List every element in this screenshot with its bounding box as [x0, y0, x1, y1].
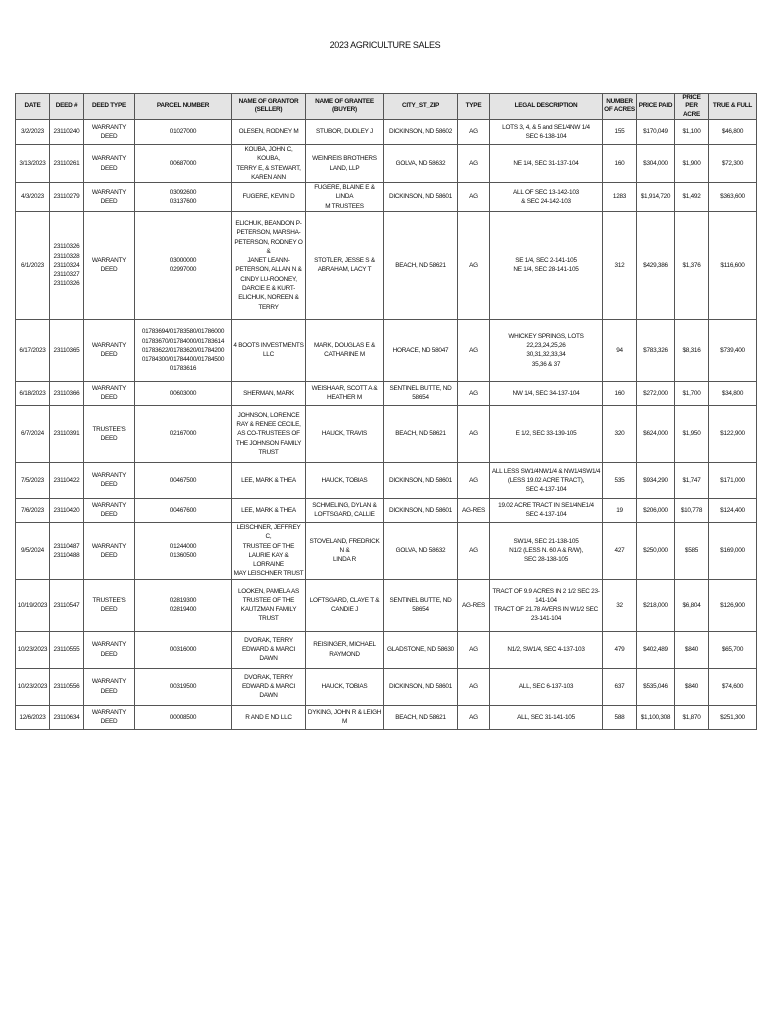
table-cell: 7/6/2023 — [16, 498, 50, 522]
table-cell: AG — [458, 705, 490, 729]
table-row — [16, 668, 757, 705]
table-cell: HAUCK, TOBIAS — [306, 668, 384, 705]
table-cell: $1,492 — [675, 183, 709, 212]
table-cell: 23110279 — [50, 183, 84, 212]
table-cell: $170,049 — [637, 119, 675, 144]
table-cell: 155 — [603, 119, 637, 144]
table-cell: 00603000 — [135, 381, 232, 405]
table-cell: $206,000 — [637, 498, 675, 522]
table-cell: $840 — [675, 668, 709, 705]
table-cell: SENTINEL BUTTE, ND 58654 — [384, 381, 458, 405]
table-cell: 01244000 01360500 — [135, 522, 232, 579]
table-cell: AG — [458, 381, 490, 405]
table-cell: DICKINSON, ND 58602 — [384, 119, 458, 144]
table-row — [16, 381, 757, 405]
table-cell: ALL OF SEC 13-142-103 & SEC 24-142-103 — [490, 183, 603, 212]
column-header: NAME OF GRANTEE (BUYER) — [306, 94, 384, 120]
table-cell: N1/2, SW1/4, SEC 4-137-103 — [490, 631, 603, 668]
table-cell: 32 — [603, 579, 637, 631]
table-cell: $1,950 — [675, 405, 709, 462]
table-cell: AG — [458, 119, 490, 144]
table-cell: $272,000 — [637, 381, 675, 405]
table-cell: GOLVA, ND 58632 — [384, 522, 458, 579]
table-row — [16, 522, 757, 579]
column-header: DEED # — [50, 94, 84, 120]
table-cell: 588 — [603, 705, 637, 729]
table-cell: TRUSTEE'S DEED — [84, 405, 135, 462]
table-cell: E 1/2, SEC 33-139-105 — [490, 405, 603, 462]
column-header: PRICE PER ACRE — [675, 94, 709, 120]
table-cell: WARRANTY DEED — [84, 319, 135, 381]
table-cell: 19.02 ACRE TRACT IN SE1/4NE1/4 SEC 4-137-104 — [490, 498, 603, 522]
column-header: PRICE PAID — [637, 94, 675, 120]
table-cell: BEACH, ND 58621 — [384, 705, 458, 729]
table-cell: $1,747 — [675, 462, 709, 498]
table-cell: LOFTSGARD, CLAYE T & CANDIE J — [306, 579, 384, 631]
table-cell: DICKINSON, ND 58601 — [384, 462, 458, 498]
table-cell: GOLVA, ND 58632 — [384, 144, 458, 182]
table-cell: R AND E ND LLC — [232, 705, 306, 729]
table-cell: FUGERE, BLAINE E & LINDA M TRUSTEES — [306, 183, 384, 212]
table-cell: $535,046 — [637, 668, 675, 705]
table-row — [16, 119, 757, 144]
table-cell: 312 — [603, 211, 637, 319]
table-cell: SE 1/4, SEC 2-141-105 NE 1/4, SEC 28-141-105 — [490, 211, 603, 319]
page-title: 2023 AGRICULTURE SALES — [329, 40, 441, 50]
table-cell: AG — [458, 462, 490, 498]
table-cell: $1,376 — [675, 211, 709, 319]
table-cell: AG — [458, 319, 490, 381]
sales-table — [15, 93, 757, 730]
table-cell: $124,400 — [709, 498, 757, 522]
table-cell: $402,489 — [637, 631, 675, 668]
table-cell: 02167000 — [135, 405, 232, 462]
table-cell: $169,000 — [709, 522, 757, 579]
column-header: TRUE & FULL — [709, 94, 757, 120]
table-cell: DICKINSON, ND 58601 — [384, 498, 458, 522]
table-cell: HAUCK, TOBIAS — [306, 462, 384, 498]
table-cell: WARRANTY DEED — [84, 462, 135, 498]
table-cell: AG-RES — [458, 498, 490, 522]
table-cell: STOTLER, JESSE S & ABRAHAM, LACY T — [306, 211, 384, 319]
table-cell: 23110391 — [50, 405, 84, 462]
table-cell: 320 — [603, 405, 637, 462]
table-cell: 479 — [603, 631, 637, 668]
table-cell: 637 — [603, 668, 637, 705]
table-cell: 23110634 — [50, 705, 84, 729]
table-cell: 12/6/2023 — [16, 705, 50, 729]
table-cell: 9/5/2024 — [16, 522, 50, 579]
table-cell: 23110240 — [50, 119, 84, 144]
table-cell: $304,000 — [637, 144, 675, 182]
table-row — [16, 183, 757, 212]
table-cell: 00467600 — [135, 498, 232, 522]
table-cell: ALL, SEC 6-137-103 — [490, 668, 603, 705]
table-cell: WEINREIS BROTHERS LAND, LLP — [306, 144, 384, 182]
table-cell: 6/7/2024 — [16, 405, 50, 462]
table-cell: WARRANTY DEED — [84, 119, 135, 144]
table-cell: $1,914,720 — [637, 183, 675, 212]
table-cell: NE 1/4, SEC 31-137-104 — [490, 144, 603, 182]
table-cell: DVORAK, TERRY EDWARD & MARCI DAWN — [232, 631, 306, 668]
table-cell: 23110420 — [50, 498, 84, 522]
table-cell: 10/23/2023 — [16, 668, 50, 705]
table-cell: 94 — [603, 319, 637, 381]
table-cell: FUGERE, KEVIN D — [232, 183, 306, 212]
table-cell: REISINGER, MICHAEL RAYMOND — [306, 631, 384, 668]
table-cell: SHERMAN, MARK — [232, 381, 306, 405]
table-cell: 7/5/2023 — [16, 462, 50, 498]
table-cell: $122,900 — [709, 405, 757, 462]
table-cell: $585 — [675, 522, 709, 579]
table-cell: $250,000 — [637, 522, 675, 579]
table-cell: AG-RES — [458, 579, 490, 631]
table-cell: $116,600 — [709, 211, 757, 319]
table-cell: $1,700 — [675, 381, 709, 405]
table-cell: OLESEN, RODNEY M — [232, 119, 306, 144]
table-cell: $72,300 — [709, 144, 757, 182]
header-row — [16, 94, 757, 120]
table-cell: 00687000 — [135, 144, 232, 182]
table-cell: 427 — [603, 522, 637, 579]
table-cell: LEE, MARK & THEA — [232, 462, 306, 498]
table-cell: LEE, MARK & THEA — [232, 498, 306, 522]
table-cell: WARRANTY DEED — [84, 144, 135, 182]
table-cell: $840 — [675, 631, 709, 668]
table-cell: 23110547 — [50, 579, 84, 631]
table-cell: $1,100,308 — [637, 705, 675, 729]
table-cell: AG — [458, 631, 490, 668]
column-header: LEGAL DESCRIPTION — [490, 94, 603, 120]
table-cell: DICKINSON, ND 58601 — [384, 668, 458, 705]
table-cell: SENTINEL BUTTE, ND 58654 — [384, 579, 458, 631]
table-cell: $6,804 — [675, 579, 709, 631]
table-cell: $46,800 — [709, 119, 757, 144]
table-body — [16, 119, 757, 729]
table-cell: AG — [458, 668, 490, 705]
table-cell: $624,000 — [637, 405, 675, 462]
table-cell: $34,800 — [709, 381, 757, 405]
table-row — [16, 144, 757, 182]
table-cell: ALL, SEC 31-141-105 — [490, 705, 603, 729]
table-cell: 00316000 — [135, 631, 232, 668]
table-cell: 1283 — [603, 183, 637, 212]
table-cell: 03092600 03137600 — [135, 183, 232, 212]
table-cell: $1,900 — [675, 144, 709, 182]
table-cell: 160 — [603, 381, 637, 405]
table-cell: $1,870 — [675, 705, 709, 729]
table-cell: $65,700 — [709, 631, 757, 668]
table-cell: WARRANTY DEED — [84, 668, 135, 705]
table-cell: SCHMELING, DYLAN & LOFTSGARD, CALLIE — [306, 498, 384, 522]
column-header: DEED TYPE — [84, 94, 135, 120]
table-cell: 3/13/2023 — [16, 144, 50, 182]
table-cell: 3/2/2023 — [16, 119, 50, 144]
table-cell: TRACT OF 9.9 ACRES IN 2 1/2 SEC 23- 141-104 TRACT OF 21.78 AVERS IN W1/2 SEC 23-141-104 — [490, 579, 603, 631]
table-cell: 00008500 — [135, 705, 232, 729]
table-cell: AG — [458, 183, 490, 212]
table-cell: WARRANTY DEED — [84, 631, 135, 668]
table-cell: GLADSTONE, ND 58630 — [384, 631, 458, 668]
table-cell: AG — [458, 211, 490, 319]
table-cell: $126,900 — [709, 579, 757, 631]
table-cell: 6/1/2023 — [16, 211, 50, 319]
table-cell: 19 — [603, 498, 637, 522]
table-cell: LOTS 3, 4, & 5 and SE1/4NW 1/4 SEC 6-138-104 — [490, 119, 603, 144]
table-cell: WARRANTY DEED — [84, 211, 135, 319]
table-cell: 03000000 02997000 — [135, 211, 232, 319]
table-cell: DICKINSON, ND 58601 — [384, 183, 458, 212]
column-header: CITY_ST_ZIP — [384, 94, 458, 120]
table-cell: ELICHUK, BEANDON P- PETERSON, MARSHA- PETERSON, RODNEY O & JANET LEANN- PETERSON, ALLAN N & CINDY LU-ROONEY, DARCIE E & KURT- ELICHUK, NOREEN & TERRY — [232, 211, 306, 319]
table-cell: 23110366 — [50, 381, 84, 405]
table-cell: $8,316 — [675, 319, 709, 381]
table-row — [16, 579, 757, 631]
table-cell: KOUBA, JOHN C, KOUBA, TERRY E, & STEWART, KAREN ANN — [232, 144, 306, 182]
table-row — [16, 211, 757, 319]
table-cell: LEISCHNER, JEFFREY C, TRUSTEE OF THE LAURIE KAY & LORRAINE MAY LEISCHNER TRUST — [232, 522, 306, 579]
table-cell: HORACE, ND 58047 — [384, 319, 458, 381]
table-cell: HAUCK, TRAVIS — [306, 405, 384, 462]
table-cell: NW 1/4, SEC 34-137-104 — [490, 381, 603, 405]
table-cell: LOOKEN, PAMELA AS TRUSTEE OF THE KAUTZMAN FAMILY TRUST — [232, 579, 306, 631]
table-cell: 4 BOOTS INVESTMENTS LLC — [232, 319, 306, 381]
table-cell: AG — [458, 522, 490, 579]
table-cell: 10/23/2023 — [16, 631, 50, 668]
table-cell: $1,100 — [675, 119, 709, 144]
table-cell: WARRANTY DEED — [84, 183, 135, 212]
table-cell: MARK, DOUGLAS E & CATHARINE M — [306, 319, 384, 381]
table-cell: 6/18/2023 — [16, 381, 50, 405]
table-cell: BEACH, ND 58621 — [384, 211, 458, 319]
table-cell: $363,600 — [709, 183, 757, 212]
table-cell: $934,290 — [637, 462, 675, 498]
table-cell: $218,000 — [637, 579, 675, 631]
table-cell: $783,326 — [637, 319, 675, 381]
table-cell: 00467500 — [135, 462, 232, 498]
table-cell: JOHNSON, LORENCE RAY & RENEE CECILE, AS CO-TRUSTEES OF THE JOHNSON FAMILY TRUST — [232, 405, 306, 462]
table-cell: 23110422 — [50, 462, 84, 498]
table-cell: 23110556 — [50, 668, 84, 705]
table-cell: SW1/4, SEC 21-138-105 N1/2 (LESS N. 60 A & R/W), SEC 28-138-105 — [490, 522, 603, 579]
table-cell: 160 — [603, 144, 637, 182]
table-cell: $74,600 — [709, 668, 757, 705]
table-cell: 01783694/01783580/01786000 01783670/01784000/01783614 01783622/01783620/01784200 01784300/01784400/01784500 01783616 — [135, 319, 232, 381]
table-row — [16, 319, 757, 381]
table-cell: 535 — [603, 462, 637, 498]
table-cell: TRUSTEE'S DEED — [84, 579, 135, 631]
table-cell: $429,386 — [637, 211, 675, 319]
table-cell: AG — [458, 405, 490, 462]
column-header: NAME OF GRANTOR (SELLER) — [232, 94, 306, 120]
table-cell: 23110365 — [50, 319, 84, 381]
table-cell: STUBOR, DUDLEY J — [306, 119, 384, 144]
table-cell: 23110487 23110488 — [50, 522, 84, 579]
table-row — [16, 405, 757, 462]
table-cell: 01027000 — [135, 119, 232, 144]
table-cell: WEISHAAR, SCOTT A & HEATHER M — [306, 381, 384, 405]
table-cell: 02819300 02819400 — [135, 579, 232, 631]
table-cell: DVORAK, TERRY EDWARD & MARCI DAWN — [232, 668, 306, 705]
column-header: TYPE — [458, 94, 490, 120]
table-cell: 00319500 — [135, 668, 232, 705]
column-header: DATE — [16, 94, 50, 120]
table-cell: WARRANTY DEED — [84, 381, 135, 405]
table-cell: ALL LESS SW1/4NW1/4 & NW1/4SW1/4 (LESS 19.02 ACRE TRACT), SEC 4-137-104 — [490, 462, 603, 498]
table-row — [16, 631, 757, 668]
table-cell: 23110261 — [50, 144, 84, 182]
table-cell: $171,000 — [709, 462, 757, 498]
table-cell: BEACH, ND 58621 — [384, 405, 458, 462]
table-cell: STOVELAND, FREDRICK N & LINDA R — [306, 522, 384, 579]
column-header: PARCEL NUMBER — [135, 94, 232, 120]
table-cell: $10,778 — [675, 498, 709, 522]
column-header: NUMBER OF ACRES — [603, 94, 637, 120]
table-row — [16, 498, 757, 522]
table-cell: 23110555 — [50, 631, 84, 668]
table-cell: 6/17/2023 — [16, 319, 50, 381]
table-cell: 10/19/2023 — [16, 579, 50, 631]
table-cell: 4/3/2023 — [16, 183, 50, 212]
table-row — [16, 462, 757, 498]
table-cell: $251,300 — [709, 705, 757, 729]
table-cell: 23110326 23110328 23110324 23110327 23110326 — [50, 211, 84, 319]
table-cell: AG — [458, 144, 490, 182]
table-cell: DYKING, JOHN R & LEIGH M — [306, 705, 384, 729]
table-cell: WHICKEY SPRINGS, LOTS 22,23,24,25,26 30,31,32,33,34 35,36 & 37 — [490, 319, 603, 381]
table-row — [16, 705, 757, 729]
table-cell: WARRANTY DEED — [84, 498, 135, 522]
table-cell: WARRANTY DEED — [84, 522, 135, 579]
table-cell: $739,400 — [709, 319, 757, 381]
table-cell: WARRANTY DEED — [84, 705, 135, 729]
